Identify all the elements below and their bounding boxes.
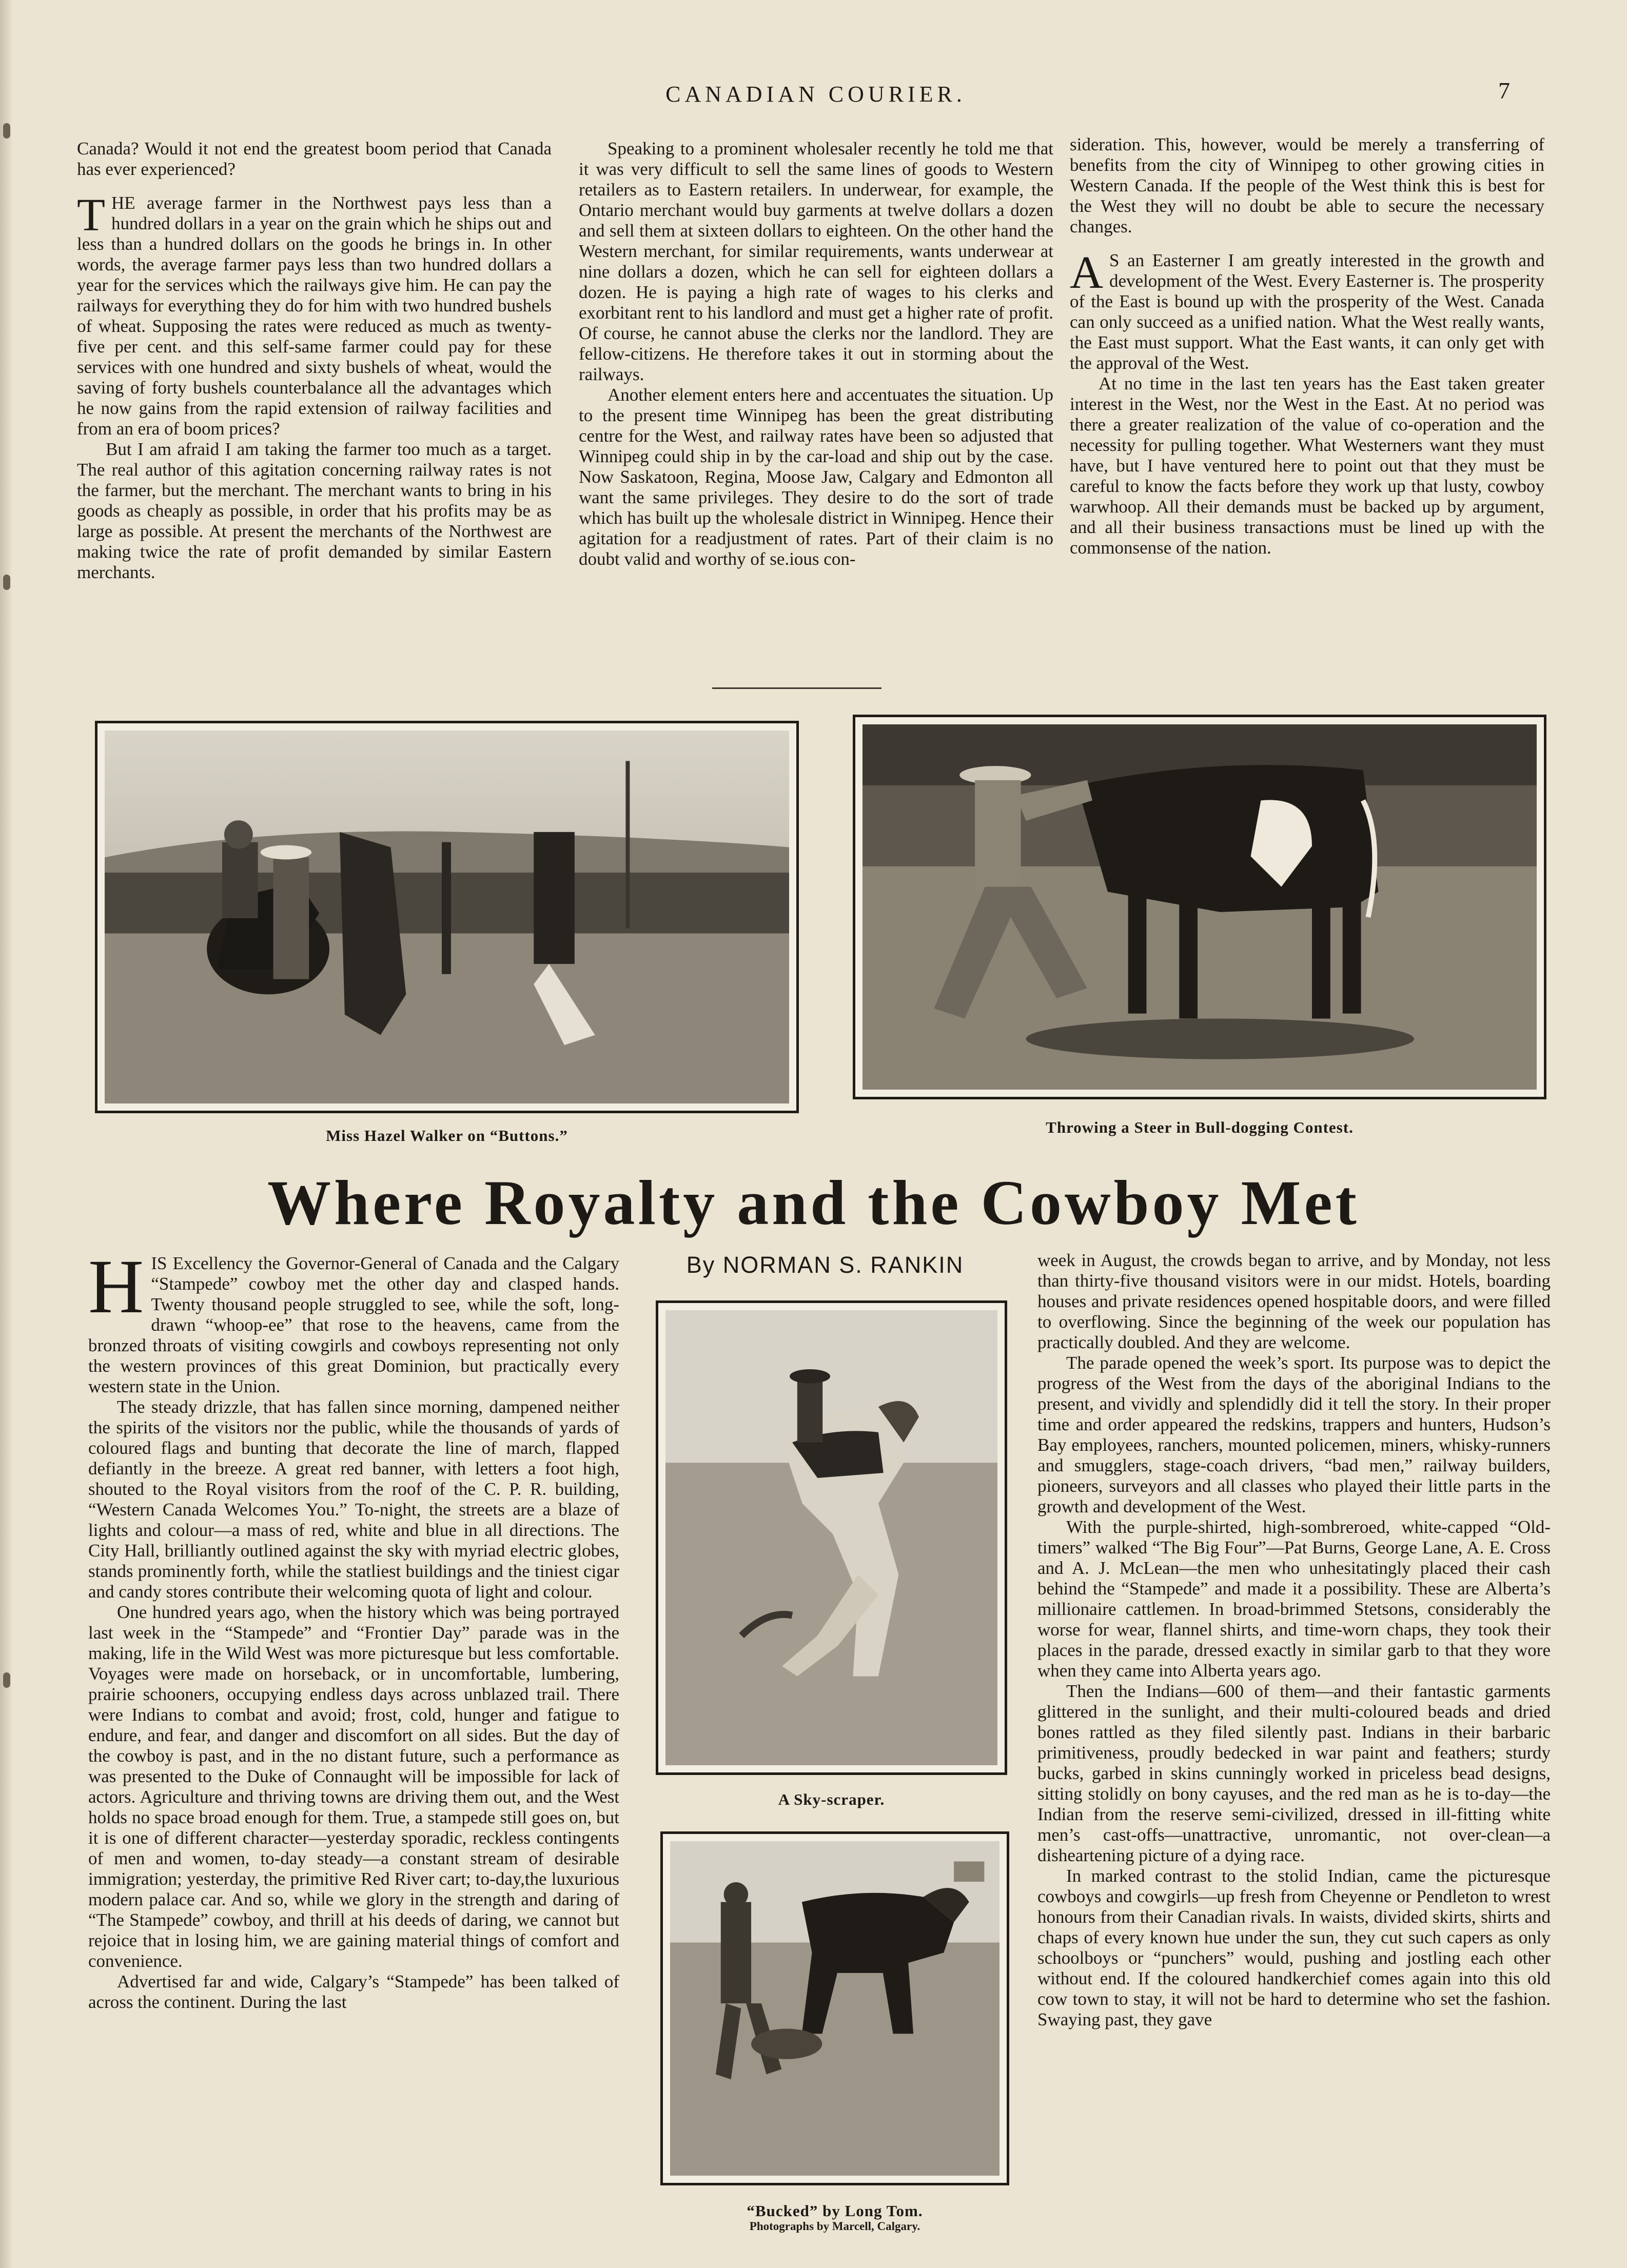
photo-caption: Miss Hazel Walker on “Buttons.” — [326, 1127, 568, 1145]
paragraph: sideration. This, however, would be merely a transferring of benefits from the city of Winnipeg to other growing cities in Western Canada. If the people of the West think this is best for the West they will no doubt be able to secure the necessary changes. — [1070, 134, 1544, 236]
paragraph: The parade opened the week’s sport. Its purpose was to depict the progress of the West from the days of the aboriginal Indians to the present, and vividly and splendidly did it tell the story. In their proper time and order appeared the redskins, trappers and hunters, Hudson’s Bay employees, ranchers, mounted policemen, miners, whisky-runners and smugglers, stage-coach drivers, “bad men,” railway builders, pioneers, surveyors and all classes who played their little parts in the growth and development of the West. — [1037, 1353, 1551, 1516]
photo-caption: Throwing a Steer in Bull-dogging Contest. — [1046, 1118, 1354, 1136]
photo-bull-dogging — [853, 715, 1546, 1099]
rodeo-photo-image — [105, 731, 789, 1103]
paragraph: Advertised far and wide, Calgary’s “Stampede” has been talked of across the continent. During the last — [88, 1971, 619, 2012]
steer-photo-image — [862, 724, 1537, 1090]
paragraph-text: IS Excellency the Governor-General of Canada and the Calgary “Stampede” cowboy met the other day and clasped hands. Twenty thousand people struggled to see, while the soft, long-drawn “whoop-ee” that rose to the heavens, came from the bronzed throats of visiting cowgirls and cowboys representing not only the western provinces of this great Dominion, but practically every western state in the Union. — [88, 1253, 619, 1396]
binding-hole — [3, 575, 10, 590]
paragraph: The steady drizzle, that has fallen since morning, dampened neither the spirits of the visitors nor the public, while the thousands of yards of coloured flags and bunting that decorate the line of march, flapped defiantly in the breeze. A great red banner, with letters a foot high, shouted to the Royal visitors from the roof of the C. P. R. building, “Western Canada Welcomes You.” To-night, the streets are a blaze of lights and colour—a mass of red, white and blue in all directions. The City Hall, brilliantly outlined against the sky with myriad electric globes, stands prominently forth, while the statliest buildings and the tiniest cigar and candy stores contribute their welcoming quota of light and colour. — [88, 1397, 619, 1602]
paragraph: But I am afraid I am taking the farmer too much as a target. The real author of this agitation concerning railway rates is not the farmer, but the merchant. The merchant wants to bring in his goods as cheaply as possible, in order that his profits may be as large as possible. At present the merchants of the Northwest are making twice the rate of profit demanded by similar Eastern merchants. — [77, 439, 552, 582]
page-number: 7 — [1498, 77, 1510, 104]
bucked-rider-image — [670, 1841, 999, 2176]
top-column-1 — [77, 139, 552, 583]
paragraph: In marked contrast to the stolid Indian, came the picturesque cowboys and cowgirls—up fresh from Cheyenne or Pendleton to wrest honours from their Canadian rivals. In waists, divided skirts, shirts and chaps of every known hue under the sun, they cut such capers as only schoolboys or “punchers” would, pushing and jostling each other without end. If the coloured handkerchief comes again into this old cow town to stay, it will not be hard to determine who set the fashion. Swaying past, they gave — [1037, 1866, 1551, 2029]
photo-caption: “Bucked” by Long Tom. — [747, 2202, 923, 2220]
byline: By NORMAN S. RANKIN — [686, 1252, 964, 1278]
binding-hole — [3, 1672, 10, 1688]
running-head: CANADIAN COURIER. — [665, 82, 966, 107]
drop-cap: A — [1070, 247, 1103, 298]
feature-column-1 — [88, 1244, 619, 2013]
paragraph: One hundred years ago, when the history which was being portrayed last week in the “Stampede” and “Frontier Day” parade was in the making, life in the Wild West was more picturesque but less comfortable. Voyages were made on horseback, or in uncomfortable, lumbering, prairie schooners, occupying endless days across unblazed trail. There were Indians to combat and avoid; frost, cold, hunger and fatigue to endure, and fear, and danger and discomfort on all sides. But the day of the cowboy is past, and in the no distant future, such a performance as was presented to the Duke of Connaught will be impossible for lack of actors. Agriculture and thriving towns are driving them out, and the West holds no space broad enough for them. True, a stampede still goes on, but it is one of different character—yesterday sporadic, reckless contingents of men and women, to-day steady—a constant stream of desirable immigration; yesterday, the primitive Red River cart; to-day,the luxurious modern palace car. And so, while we glory in the strength and daring of “The Stampede” cowboy, and thrill at his deeds of daring, we cannot but rejoice that in losing him, we are gaining material things of comfort and convenience. — [88, 1602, 619, 1971]
photo-caption: A Sky-scraper. — [778, 1790, 885, 1808]
paragraph: At no time in the last ten years has the East taken greater interest in the West, nor the West in the East. At no period was there a greater realization of the value of co-operation and the necessity for pulling together. What Westerners want they must have, but I have ventured here to point out that they must be careful to know the facts before they work up that lusty, cowboy warwhoop. All their demands must be backed up by argument, and all their business transactions must be lined up with the commonsense of the nation. — [1070, 373, 1544, 558]
feature-column-3 — [1037, 1250, 1551, 2030]
paragraph: Then the Indians—600 of them—and their fantastic garments glittered in the sunlight, and their multi-coloured beads and dried bones rattled as they filed silently past. Indians in their barbaric primitiveness, proudly bedecked in war paint and feathers; sturdy bucks, garbed in skins cunningly worked in priceless bead designs, sitting stolidly on bony cayuses, and the red man as he is to-day—the Indian from the reserve semi-civilized, dressed in ill-fitting white men’s cast-offs—unattractive, unromantic, not over-clean—a disheartening picture of a dying race. — [1037, 1681, 1551, 1865]
paragraph — [77, 190, 552, 439]
paragraph: With the purple-shirted, high-sombreroed, white-capped “Old-timers” walked “The Big Four”—Pat Burns, George Lane, A. E. Cross and A. J. McLean—the men who unhesitatingly placed their cash behind the “Stampede” and made it a possibility. These are Alberta’s millionaire cattlemen. In broad-brimmed Stetsons, considerably the worse for wear, flannel shirts, and time-worn chaps, they took their places in the parade, dressed exactly in similar garb to that they wore when they came into Alberta years ago. — [1037, 1517, 1551, 1681]
paragraph: Canada? Would it not end the greatest boom period that Canada has ever experienced? — [77, 139, 552, 179]
photo-sky-scraper — [656, 1300, 1007, 1775]
paragraph — [1070, 247, 1544, 373]
paragraph: Another element enters here and accentuates the situation. Up to the present time Winnipeg has been the great distributing centre for the West, and railway rates have been so adjusted that Winnipeg could ship in by the car-load and ship out by the case. Now Saskatoon, Regina, Moose Jaw, Calgary and Edmonton all want the same privileges. They desire to do the sort of trade which has built up the wholesale district in Winnipeg. Hence their agitation for a readjustment of rates. Part of their claim is no doubt valid and worthy of se.ious con- — [579, 385, 1053, 569]
paragraph: week in August, the crowds began to arrive, and by Monday, not less than thirty-five thousand visitors were in our midst. Hotels, boarding houses and private residences opened hospitable doors, and were filled to overflowing. Since the beginning of the week our population has practically doubled. And they are welcome. — [1037, 1250, 1551, 1352]
photo-credit: Photographs by Marcell, Calgary. — [749, 2220, 920, 2233]
drop-cap: T — [77, 190, 105, 241]
top-column-2 — [579, 139, 1053, 569]
top-column-3 — [1070, 134, 1544, 558]
paragraph: Speaking to a prominent wholesaler recently he told me that it was very difficult to sell the same lines of goods to Western retailers as to Eastern retailers. In underwear, for example, the Ontario merchant would buy garments at twelve dollars a dozen and sell them at sixteen dollars to eighteen. On the other hand the Western merchant, for similar requirements, wants underwear at nine dollars a dozen, which he can sell for eighteen dollars a dozen. He is paying a high rate of wages to his clerks and exorbitant rent to his landlord and must get a higher rate of profit. Of course, he cannot abuse the clerks nor the landlord. They are fellow-citizens. He therefore takes it out in storming about the railways. — [579, 139, 1053, 384]
photo-hazel-walker — [95, 721, 799, 1113]
bucking-horse-image — [665, 1310, 997, 1765]
photo-bucked-long-tom — [660, 1831, 1009, 2185]
binding-hole — [3, 123, 10, 139]
paragraph-text: HE average farmer in the Northwest pays less than a hundred dollars in a year on the grain which he ships out and less than a hundred dollars on the goods he brings in. In other words, the average farmer pays less than two hundred dollars a year for the services which the railways give him. He can pay the railways for everything they do for him with two hundred bushels of wheat. Supposing the rates were reduced as much as twenty-five per cent. and this self-same farmer could pay for these services with one hundred and sixty bushels of wheat, would the saving of forty bushels counterbalance all the advantages which he now gains from the rapid extension of railway facilities and from an era of boom prices? — [77, 193, 552, 439]
page-edge — [0, 0, 11, 2268]
drop-cap: H — [88, 1244, 144, 1329]
paragraph — [88, 1244, 619, 1397]
section-divider — [712, 687, 881, 689]
paragraph-text: S an Easterner I am greatly interested in the growth and development of the West. Every Easterner is. The prosperity of the East is bound up with the prosperity of the West. Canada can only succeed as a unified nation. What the West really wants, the East must support. What the East wants, it can only get with the approval of the West. — [1070, 250, 1544, 373]
feature-headline: Where Royalty and the Cowboy Met — [267, 1168, 1360, 1238]
